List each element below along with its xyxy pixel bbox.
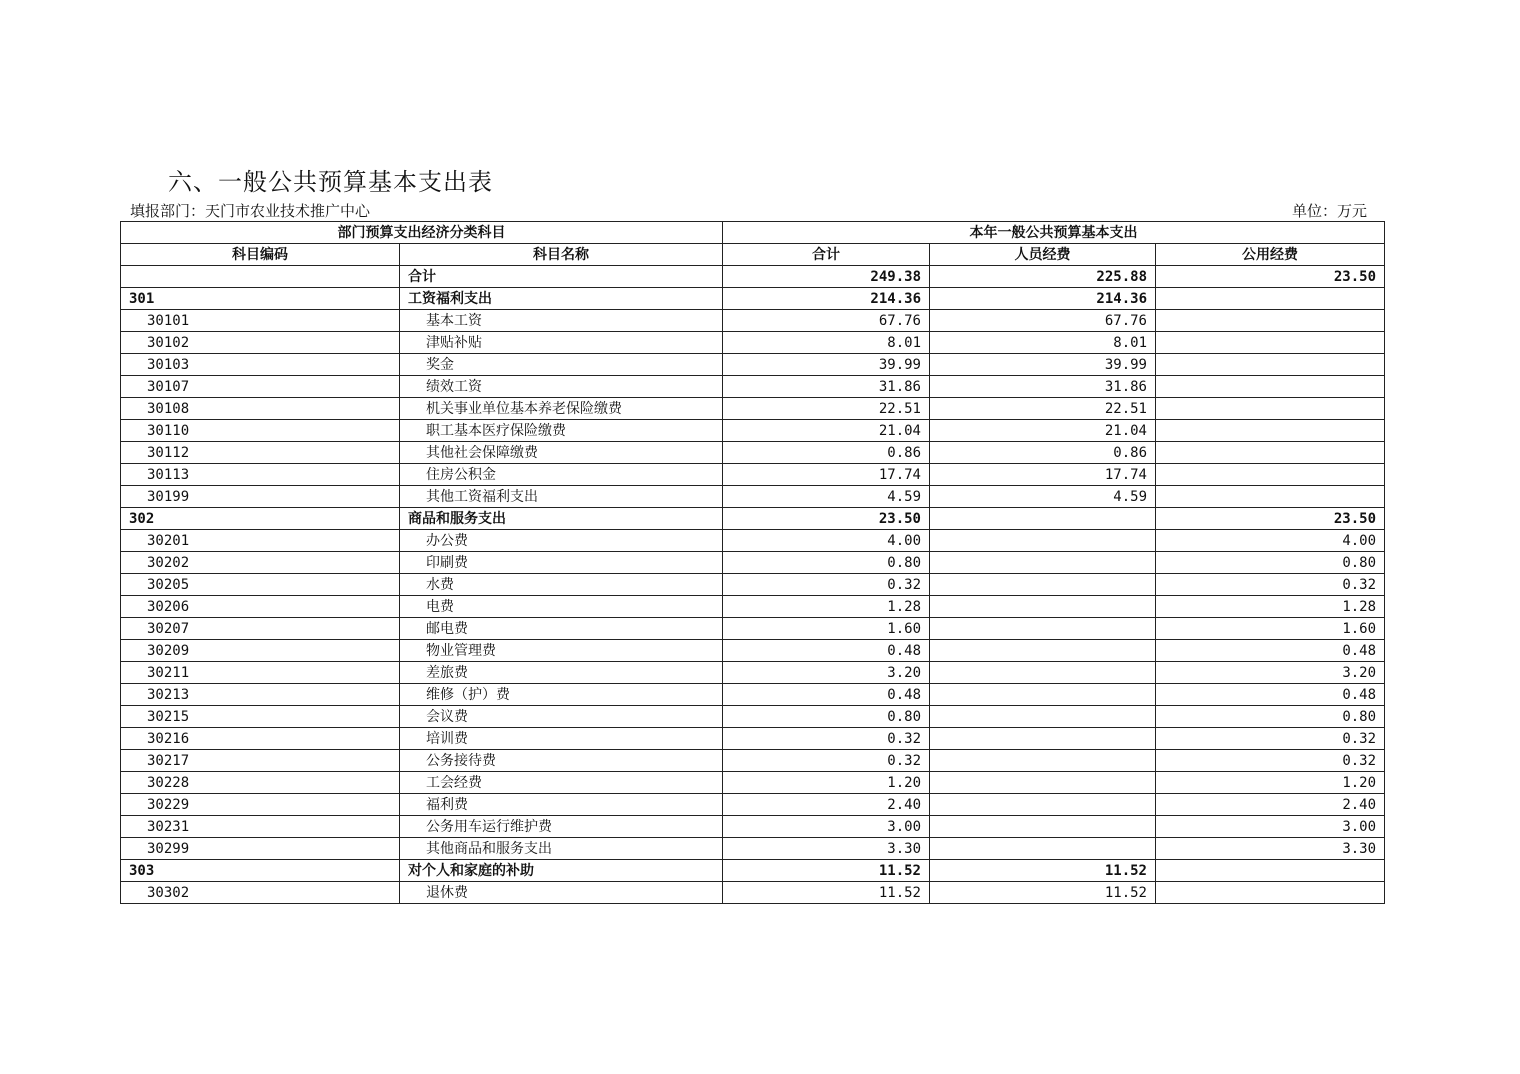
cell-code: 30103	[121, 354, 400, 376]
cell-public	[1156, 354, 1385, 376]
cell-public: 0.32	[1156, 750, 1385, 772]
cell-personnel	[930, 530, 1156, 552]
table-row	[121, 310, 1385, 332]
cell-personnel: 11.52	[930, 882, 1156, 904]
cell-personnel: 225.88	[930, 266, 1156, 288]
cell-code: 30215	[121, 706, 400, 728]
cell-public: 3.30	[1156, 838, 1385, 860]
header-code: 科目编码	[121, 244, 400, 266]
cell-name: 公务用车运行维护费	[400, 816, 723, 838]
cell-public	[1156, 882, 1385, 904]
table-row	[121, 530, 1385, 552]
budget-table-body	[121, 222, 1385, 904]
table-row	[121, 486, 1385, 508]
cell-total: 0.48	[723, 684, 930, 706]
cell-name: 工资福利支出	[400, 288, 723, 310]
cell-code: 30101	[121, 310, 400, 332]
cell-personnel	[930, 816, 1156, 838]
cell-name: 其他商品和服务支出	[400, 838, 723, 860]
cell-total: 11.52	[723, 882, 930, 904]
cell-personnel: 31.86	[930, 376, 1156, 398]
table-row	[121, 266, 1385, 288]
cell-code: 30107	[121, 376, 400, 398]
cell-code: 301	[121, 288, 400, 310]
header-group-row	[121, 222, 1385, 244]
cell-total: 67.76	[723, 310, 930, 332]
table-row	[121, 508, 1385, 530]
cell-total: 2.40	[723, 794, 930, 816]
reporting-department: 填报部门：天门市农业技术推广中心	[130, 202, 371, 220]
cell-personnel	[930, 552, 1156, 574]
cell-total: 0.32	[723, 728, 930, 750]
cell-total: 0.86	[723, 442, 930, 464]
cell-total: 0.32	[723, 574, 930, 596]
cell-total: 17.74	[723, 464, 930, 486]
cell-code: 30211	[121, 662, 400, 684]
cell-public: 0.80	[1156, 552, 1385, 574]
table-row	[121, 684, 1385, 706]
header-public: 公用经费	[1156, 244, 1385, 266]
cell-total: 3.30	[723, 838, 930, 860]
cell-name: 对个人和家庭的补助	[400, 860, 723, 882]
cell-personnel: 67.76	[930, 310, 1156, 332]
cell-code: 30110	[121, 420, 400, 442]
table-row	[121, 860, 1385, 882]
cell-code: 30216	[121, 728, 400, 750]
cell-public	[1156, 376, 1385, 398]
page-title: 六、一般公共预算基本支出表	[168, 168, 493, 196]
cell-public: 1.28	[1156, 596, 1385, 618]
header-group-right: 本年一般公共预算基本支出	[723, 222, 1385, 244]
cell-personnel: 21.04	[930, 420, 1156, 442]
table-row	[121, 376, 1385, 398]
header-total: 合计	[723, 244, 930, 266]
cell-code: 30199	[121, 486, 400, 508]
table-row	[121, 750, 1385, 772]
cell-code: 303	[121, 860, 400, 882]
cell-personnel: 17.74	[930, 464, 1156, 486]
cell-personnel	[930, 684, 1156, 706]
cell-public	[1156, 420, 1385, 442]
cell-personnel	[930, 772, 1156, 794]
cell-name: 住房公积金	[400, 464, 723, 486]
cell-personnel	[930, 618, 1156, 640]
cell-name: 基本工资	[400, 310, 723, 332]
cell-public: 1.20	[1156, 772, 1385, 794]
cell-code: 30217	[121, 750, 400, 772]
table-row	[121, 420, 1385, 442]
cell-name: 电费	[400, 596, 723, 618]
cell-name: 退休费	[400, 882, 723, 904]
cell-name: 邮电费	[400, 618, 723, 640]
table-row	[121, 794, 1385, 816]
table-row	[121, 772, 1385, 794]
cell-total: 1.20	[723, 772, 930, 794]
cell-personnel	[930, 750, 1156, 772]
table-row	[121, 882, 1385, 904]
cell-name: 办公费	[400, 530, 723, 552]
table-row	[121, 398, 1385, 420]
cell-name: 奖金	[400, 354, 723, 376]
cell-personnel	[930, 508, 1156, 530]
cell-total: 3.00	[723, 816, 930, 838]
table-row	[121, 662, 1385, 684]
header-personnel: 人员经费	[930, 244, 1156, 266]
cell-code	[121, 266, 400, 288]
header-column-row	[121, 244, 1385, 266]
table-row	[121, 354, 1385, 376]
table-row	[121, 442, 1385, 464]
cell-code: 30102	[121, 332, 400, 354]
cell-name: 维修（护）费	[400, 684, 723, 706]
cell-total: 0.80	[723, 706, 930, 728]
cell-public: 0.32	[1156, 574, 1385, 596]
cell-name: 差旅费	[400, 662, 723, 684]
cell-name: 其他社会保障缴费	[400, 442, 723, 464]
cell-name: 合计	[400, 266, 723, 288]
cell-personnel	[930, 574, 1156, 596]
cell-public: 3.00	[1156, 816, 1385, 838]
cell-personnel: 0.86	[930, 442, 1156, 464]
cell-personnel: 8.01	[930, 332, 1156, 354]
table-row	[121, 816, 1385, 838]
header-name: 科目名称	[400, 244, 723, 266]
cell-total: 4.00	[723, 530, 930, 552]
cell-total: 8.01	[723, 332, 930, 354]
cell-code: 30205	[121, 574, 400, 596]
cell-code: 30228	[121, 772, 400, 794]
cell-name: 机关事业单位基本养老保险缴费	[400, 398, 723, 420]
cell-personnel: 214.36	[930, 288, 1156, 310]
cell-total: 0.48	[723, 640, 930, 662]
cell-code: 30207	[121, 618, 400, 640]
cell-public: 2.40	[1156, 794, 1385, 816]
cell-personnel	[930, 728, 1156, 750]
cell-public: 0.80	[1156, 706, 1385, 728]
cell-name: 绩效工资	[400, 376, 723, 398]
cell-name: 水费	[400, 574, 723, 596]
cell-public	[1156, 486, 1385, 508]
cell-personnel	[930, 662, 1156, 684]
table-row	[121, 464, 1385, 486]
cell-code: 30113	[121, 464, 400, 486]
cell-personnel	[930, 838, 1156, 860]
cell-personnel: 4.59	[930, 486, 1156, 508]
table-row	[121, 288, 1385, 310]
table-row	[121, 728, 1385, 750]
cell-code: 30302	[121, 882, 400, 904]
table-row	[121, 618, 1385, 640]
cell-total: 0.32	[723, 750, 930, 772]
cell-public	[1156, 310, 1385, 332]
cell-name: 津贴补贴	[400, 332, 723, 354]
cell-name: 职工基本医疗保险缴费	[400, 420, 723, 442]
cell-public	[1156, 332, 1385, 354]
cell-public: 23.50	[1156, 508, 1385, 530]
cell-total: 1.28	[723, 596, 930, 618]
cell-code: 30213	[121, 684, 400, 706]
cell-total: 0.80	[723, 552, 930, 574]
cell-public: 0.32	[1156, 728, 1385, 750]
unit-label: 单位：万元	[1292, 202, 1368, 220]
cell-total: 31.86	[723, 376, 930, 398]
cell-code: 30108	[121, 398, 400, 420]
table-row	[121, 574, 1385, 596]
cell-public: 0.48	[1156, 684, 1385, 706]
cell-total: 11.52	[723, 860, 930, 882]
cell-personnel	[930, 794, 1156, 816]
cell-public	[1156, 288, 1385, 310]
table-row	[121, 706, 1385, 728]
cell-public: 0.48	[1156, 640, 1385, 662]
cell-name: 工会经费	[400, 772, 723, 794]
cell-personnel: 22.51	[930, 398, 1156, 420]
cell-personnel: 39.99	[930, 354, 1156, 376]
cell-public: 3.20	[1156, 662, 1385, 684]
cell-public	[1156, 398, 1385, 420]
cell-total: 4.59	[723, 486, 930, 508]
cell-total: 249.38	[723, 266, 930, 288]
cell-name: 公务接待费	[400, 750, 723, 772]
header-group-left: 部门预算支出经济分类科目	[121, 222, 723, 244]
cell-total: 21.04	[723, 420, 930, 442]
cell-name: 其他工资福利支出	[400, 486, 723, 508]
cell-total: 1.60	[723, 618, 930, 640]
cell-name: 会议费	[400, 706, 723, 728]
cell-total: 3.20	[723, 662, 930, 684]
cell-public	[1156, 464, 1385, 486]
cell-personnel: 11.52	[930, 860, 1156, 882]
cell-name: 培训费	[400, 728, 723, 750]
budget-table	[120, 221, 1385, 904]
cell-code: 30209	[121, 640, 400, 662]
cell-name: 福利费	[400, 794, 723, 816]
cell-code: 30299	[121, 838, 400, 860]
cell-code: 30231	[121, 816, 400, 838]
cell-total: 214.36	[723, 288, 930, 310]
cell-code: 30202	[121, 552, 400, 574]
table-row	[121, 552, 1385, 574]
cell-public	[1156, 860, 1385, 882]
cell-code: 30201	[121, 530, 400, 552]
cell-public: 4.00	[1156, 530, 1385, 552]
cell-personnel	[930, 640, 1156, 662]
cell-personnel	[930, 706, 1156, 728]
cell-name: 商品和服务支出	[400, 508, 723, 530]
cell-public: 1.60	[1156, 618, 1385, 640]
cell-name: 物业管理费	[400, 640, 723, 662]
table-row	[121, 596, 1385, 618]
cell-public: 23.50	[1156, 266, 1385, 288]
cell-total: 39.99	[723, 354, 930, 376]
cell-code: 302	[121, 508, 400, 530]
cell-total: 22.51	[723, 398, 930, 420]
table-row	[121, 838, 1385, 860]
cell-public	[1156, 442, 1385, 464]
cell-code: 30112	[121, 442, 400, 464]
cell-personnel	[930, 596, 1156, 618]
cell-name: 印刷费	[400, 552, 723, 574]
cell-total: 23.50	[723, 508, 930, 530]
cell-code: 30206	[121, 596, 400, 618]
table-row	[121, 640, 1385, 662]
cell-code: 30229	[121, 794, 400, 816]
table-row	[121, 332, 1385, 354]
